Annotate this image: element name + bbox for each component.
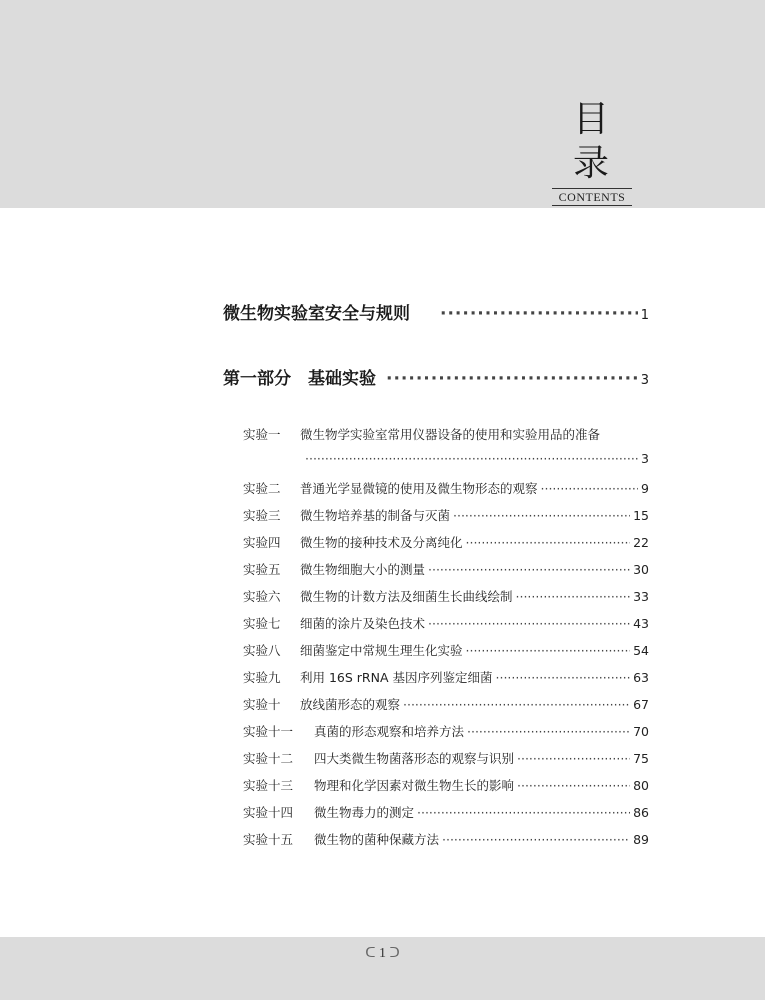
toc-entry-number: 实验六 xyxy=(243,589,281,604)
toc-entry-title: 真菌的形态观察和培养方法 xyxy=(314,724,465,739)
toc-entry-title: 普通光学显微镜的使用及微生物形态的观察 xyxy=(300,481,538,496)
toc-entry-number: 实验一 xyxy=(243,427,281,442)
toc-entry-title: 物理和化学因素对微生物生长的影响 xyxy=(314,778,515,793)
dot-leader xyxy=(496,670,631,685)
toc-page-number: 3 xyxy=(640,373,649,388)
toc-page-number: 63 xyxy=(633,670,649,685)
page-subtitle: CONTENTS xyxy=(552,188,632,206)
toc-entry-continuation[interactable] xyxy=(305,451,649,466)
toc-entry-number: 实验三 xyxy=(243,508,281,523)
page-number xyxy=(0,945,765,962)
toc-entry-title: 四大类微生物菌落形态的观察与识别 xyxy=(314,751,515,766)
toc-entry[interactable] xyxy=(243,506,649,524)
toc-page-number: 15 xyxy=(633,508,649,523)
dot-leader xyxy=(428,616,630,631)
dot-leader xyxy=(466,643,631,658)
toc-entry[interactable] xyxy=(243,587,649,605)
dot-leader xyxy=(403,697,630,712)
toc-entry[interactable] xyxy=(243,560,649,578)
right-bracket-ornament-icon: ᑐ xyxy=(389,946,400,961)
toc-entry-number: 实验十五 xyxy=(243,832,294,847)
toc-entry-number: 实验十一 xyxy=(243,724,294,739)
toc-entry[interactable] xyxy=(243,776,649,794)
toc-page-number: 3 xyxy=(641,451,649,466)
toc-page-number: 43 xyxy=(633,616,649,631)
toc-entry-title: 微生物培养基的制备与灭菌 xyxy=(300,508,451,523)
page-number-value: 1 xyxy=(379,946,386,961)
toc-page-number: 1 xyxy=(640,308,649,323)
toc-entry[interactable] xyxy=(243,425,649,443)
dot-leader xyxy=(466,535,631,550)
toc-entry-number: 实验八 xyxy=(243,643,281,658)
toc-page-number: 86 xyxy=(633,805,649,820)
toc-entry-title: 利用 16S rRNA 基因序列鉴定细菌 xyxy=(300,670,493,685)
dot-leader xyxy=(386,369,638,389)
dot-leader xyxy=(442,832,630,847)
toc-entry[interactable] xyxy=(243,749,649,767)
toc-page-number: 80 xyxy=(633,778,649,793)
toc-entry-title: 细菌鉴定中常规生理生化实验 xyxy=(300,643,463,658)
toc-entry-title: 微生物细胞大小的测量 xyxy=(300,562,426,577)
toc-page-number: 89 xyxy=(633,832,649,847)
toc-entry-title: 微生物的接种技术及分离纯化 xyxy=(300,535,463,550)
toc-page-number: 70 xyxy=(633,724,649,739)
toc-entry-number: 实验十二 xyxy=(243,751,294,766)
toc-entry-title: 微生物学实验室常用仪器设备的使用和实验用品的准备 xyxy=(300,427,601,442)
toc-entry[interactable] xyxy=(243,641,649,659)
toc-page-number: 75 xyxy=(633,751,649,766)
dot-leader xyxy=(467,724,630,739)
toc-major-entry[interactable] xyxy=(223,364,649,389)
toc-page-number: 33 xyxy=(633,589,649,604)
toc-major-title: 第一部分 基础实验 xyxy=(223,369,376,389)
toc-entry[interactable] xyxy=(243,479,649,497)
toc-entry-number: 实验九 xyxy=(243,670,281,685)
toc-entry-number: 实验七 xyxy=(243,616,281,631)
dot-leader xyxy=(440,304,638,324)
dot-leader xyxy=(541,481,639,496)
toc-page-number: 30 xyxy=(633,562,649,577)
toc-entry-title: 微生物的菌种保藏方法 xyxy=(314,832,440,847)
toc-entry-number: 实验十 xyxy=(243,697,281,712)
toc-page-number: 67 xyxy=(633,697,649,712)
dot-leader xyxy=(453,508,630,523)
toc-entry-number: 实验五 xyxy=(243,562,281,577)
toc-entry-number: 实验四 xyxy=(243,535,281,550)
dot-leader xyxy=(305,451,638,466)
toc-entry[interactable] xyxy=(243,668,649,686)
toc-entry[interactable] xyxy=(243,830,649,848)
page-title: 目 录 xyxy=(572,99,619,184)
toc-page-number: 9 xyxy=(641,481,649,496)
toc-page-number: 54 xyxy=(633,643,649,658)
dot-leader xyxy=(417,805,630,820)
toc-entry-title: 细菌的涂片及染色技术 xyxy=(300,616,426,631)
toc-entry[interactable] xyxy=(243,533,649,551)
toc-major-title: 微生物实验室安全与规则 xyxy=(223,304,410,324)
toc-entry-number: 实验十三 xyxy=(243,778,294,793)
toc-page-number: 22 xyxy=(633,535,649,550)
toc-entry-title: 放线菌形态的观察 xyxy=(300,697,401,712)
toc-entry[interactable] xyxy=(243,695,649,713)
dot-leader xyxy=(517,778,630,793)
toc-entry-title: 微生物的计数方法及细菌生长曲线绘制 xyxy=(300,589,513,604)
toc-major-entry[interactable] xyxy=(223,299,649,324)
left-bracket-ornament-icon: ᑕ xyxy=(365,946,376,961)
toc-entry[interactable] xyxy=(243,722,649,740)
toc-entry-title: 微生物毒力的测定 xyxy=(314,805,415,820)
dot-leader xyxy=(517,751,630,766)
toc-entry[interactable] xyxy=(243,803,649,821)
dot-leader xyxy=(428,562,630,577)
toc-entry-number: 实验十四 xyxy=(243,805,294,820)
toc-entry[interactable] xyxy=(243,614,649,632)
dot-leader xyxy=(516,589,631,604)
toc-entry-number: 实验二 xyxy=(243,481,281,496)
